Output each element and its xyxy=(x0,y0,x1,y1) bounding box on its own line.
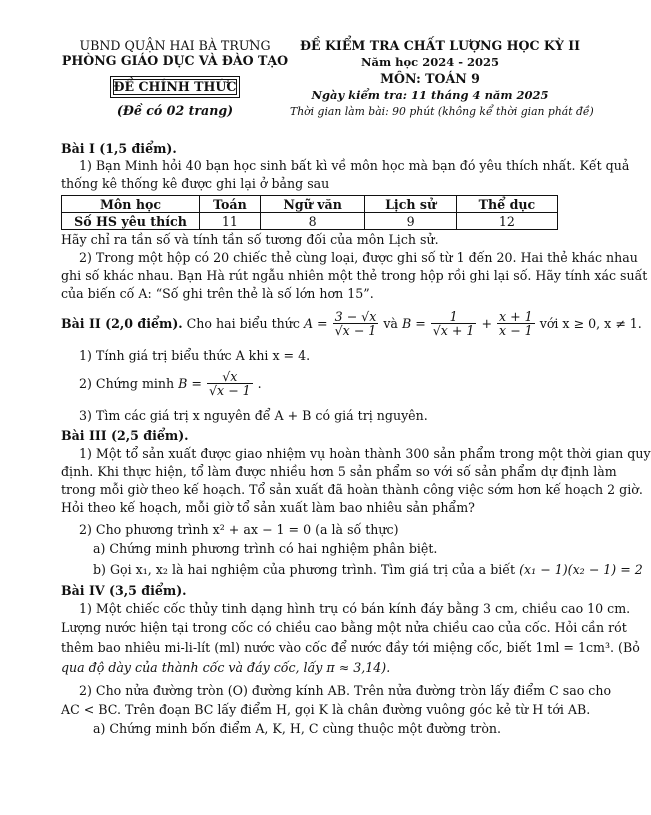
bai3-q2b-text: b) Gọi x₁, x₂ là hai nghiệm của phương trình. Tìm giá trị của a biết xyxy=(93,562,516,577)
table-header-cell: Ngữ văn xyxy=(260,196,365,213)
official-label-box xyxy=(110,76,240,98)
expr-b-fraction-1 xyxy=(431,310,477,337)
official-label: ĐỀ CHÍNH THỨC xyxy=(113,79,237,94)
bai2-q3: 3) Tìm các giá trị x nguyên để A + B có giá trị nguyên. xyxy=(79,408,428,423)
table-cell: 11 xyxy=(200,213,261,230)
proof-fraction xyxy=(207,370,253,397)
expr-b-fraction-2 xyxy=(497,310,535,337)
bai1-q1-after: Hãy chỉ ra tần số và tính tần số tương đối của môn Lịch sử. xyxy=(61,232,439,247)
bai2-condition: với x ≥ 0, x ≠ 1. xyxy=(539,316,642,331)
bai2-intro: Cho hai biểu thức xyxy=(186,316,300,331)
bai1-q1-line1: 1) Bạn Minh hỏi 40 bạn học sinh bất kì về môn học mà bạn đó yêu thích nhất. Kết quả xyxy=(79,158,630,173)
expr-a-denominator: √x − 1 xyxy=(334,323,377,338)
section-3-heading: Bài III (2,5 điểm). xyxy=(61,428,189,443)
bai3-q2a: a) Chứng minh phương trình có hai nghiệm phân biệt. xyxy=(93,541,438,556)
table-header-cell: Toán xyxy=(200,196,261,213)
bai2-q1: 1) Tính giá trị biểu thức A khi x = 4. xyxy=(79,348,311,363)
table-cell: 12 xyxy=(456,213,557,230)
table-header-cell: Lịch sử xyxy=(365,196,457,213)
office-name: PHÒNG GIÁO DỤC VÀ ĐÀO TẠO xyxy=(61,53,289,68)
table-row xyxy=(62,213,558,230)
bai4-q2-line1: 2) Cho nửa đường tròn (O) đường kính AB. Trên nửa đường tròn lấy điểm C sao cho xyxy=(79,683,612,698)
department-name: UBND QUẬN HAI BÀ TRƯNG xyxy=(79,38,271,53)
expr-b-f1-numerator: 1 xyxy=(431,310,477,324)
expr-b-label: B = xyxy=(401,316,426,331)
exam-title: ĐỀ KIỂM TRA CHẤT LƯỢNG HỌC KỲ II xyxy=(300,38,581,53)
period: . xyxy=(257,376,262,391)
section-4-heading: Bài IV (3,5 điểm). xyxy=(61,583,187,598)
school-year: Năm học 2024 - 2025 xyxy=(361,55,499,69)
subject: MÔN: TOÁN 9 xyxy=(380,71,480,86)
expr-b-f2-numerator: x + 1 xyxy=(499,309,533,324)
table-cell: 9 xyxy=(365,213,457,230)
plus-sign: + xyxy=(481,316,493,331)
bai3-q1-line1: 1) Một tổ sản xuất được giao nhiệm vụ hoàn thành 300 sản phẩm trong một thời gian quy xyxy=(79,446,651,461)
expr-a-label: A = xyxy=(303,316,328,331)
bai1-q2-line1: 2) Trong một hộp có 20 chiếc thẻ cùng loại, được ghi số từ 1 đến 20. Hai thẻ khác nhau xyxy=(79,250,638,265)
section-2-heading: Bài II (2,0 điểm). xyxy=(61,316,183,331)
pages-note: (Đề có 02 trang) xyxy=(116,103,234,118)
bai4-q1-line3: thêm bao nhiêu mi-li-lít (ml) nước vào cốc để nước đầy tới miệng cốc, biết 1ml = 1cm³. (Bỏ xyxy=(61,640,640,655)
table-header-cell: Môn học xyxy=(62,196,200,213)
section-1-heading: Bài I (1,5 điểm). xyxy=(61,141,177,156)
bai2-and: và xyxy=(383,316,398,331)
expr-b-f2-denominator: x − 1 xyxy=(499,323,533,338)
bai2-intro-row xyxy=(61,310,642,337)
bai4-q1-line1: 1) Một chiếc cốc thủy tinh dạng hình trụ có bán kính đáy bằng 3 cm, chiều cao 10 cm. xyxy=(79,601,631,616)
bai1-q2-line3: của biến cố A: “Số ghi trên thẻ là số lớn hơn 15”. xyxy=(61,286,374,301)
expr-a-numerator: 3 − √x xyxy=(334,309,377,324)
table-header-row xyxy=(62,196,558,213)
bai4-q1-line2: Lượng nước hiện tại trong cốc có chiều cao bằng một nửa chiều cao của cốc. Hỏi cần rót xyxy=(61,620,627,635)
bai4-q2-line2: AC < BC. Trên đoạn BC lấy điểm H, gọi K là chân đường vuông góc kẻ từ H tới AB. xyxy=(61,702,591,717)
bai1-q2-line2: ghi số khác nhau. Bạn Hà rút ngẫu nhiên một thẻ trong hộp rồi ghi lại số. Hãy tính xác suất xyxy=(61,268,648,283)
proof-denominator: √x − 1 xyxy=(208,383,251,398)
exam-duration: Thời gian làm bài: 90 phút (không kể thời gian phát đề) xyxy=(290,105,594,118)
bai4-q2a: a) Chứng minh bốn điểm A, K, H, C cùng thuộc một đường tròn. xyxy=(93,721,502,736)
bai3-q1-line3: trong mỗi giờ theo kế hoạch. Tổ sản xuất đã hoàn thành công việc sớm hơn kế hoạch 2 giờ. xyxy=(61,482,643,497)
bai3-q2b-equation: (x₁ − 1)(x₂ − 1) = 2 xyxy=(519,562,643,577)
exam-date: Ngày kiểm tra: 11 tháng 4 năm 2025 xyxy=(311,88,549,102)
expr-b-label-2: B = xyxy=(178,376,202,391)
bai3-q1-line4: Hỏi theo kế hoạch, mỗi giờ tổ sản xuất làm bao nhiêu sản phẩm? xyxy=(61,500,475,515)
bai1-q1-line2: thống kê thống kê được ghi lại ở bảng sau xyxy=(61,176,330,191)
bai3-q1-line2: định. Khi thực hiện, tổ làm được nhiều hơn 5 sản phẩm so với số sản phẩm dự định làm xyxy=(61,464,617,479)
table-row-label: Số HS yêu thích xyxy=(62,213,200,230)
expr-b-f1-denominator: √x + 1 xyxy=(432,323,475,338)
proof-numerator: √x xyxy=(207,370,253,384)
table-cell: 8 xyxy=(260,213,365,230)
expr-a-fraction xyxy=(333,310,379,337)
stats-table xyxy=(61,195,558,230)
table-header-cell: Thể dục xyxy=(456,196,557,213)
bai4-q1-line4: qua độ dày của thành cốc và đáy cốc, lấy π ≈ 3,14). xyxy=(61,660,391,675)
bai3-q2b-row xyxy=(93,562,643,577)
bai3-q2: 2) Cho phương trình x² + ax − 1 = 0 (a là số thực) xyxy=(79,522,399,537)
bai2-q2-row xyxy=(79,370,262,397)
bai2-q2-prefix: 2) Chứng minh xyxy=(79,376,175,391)
